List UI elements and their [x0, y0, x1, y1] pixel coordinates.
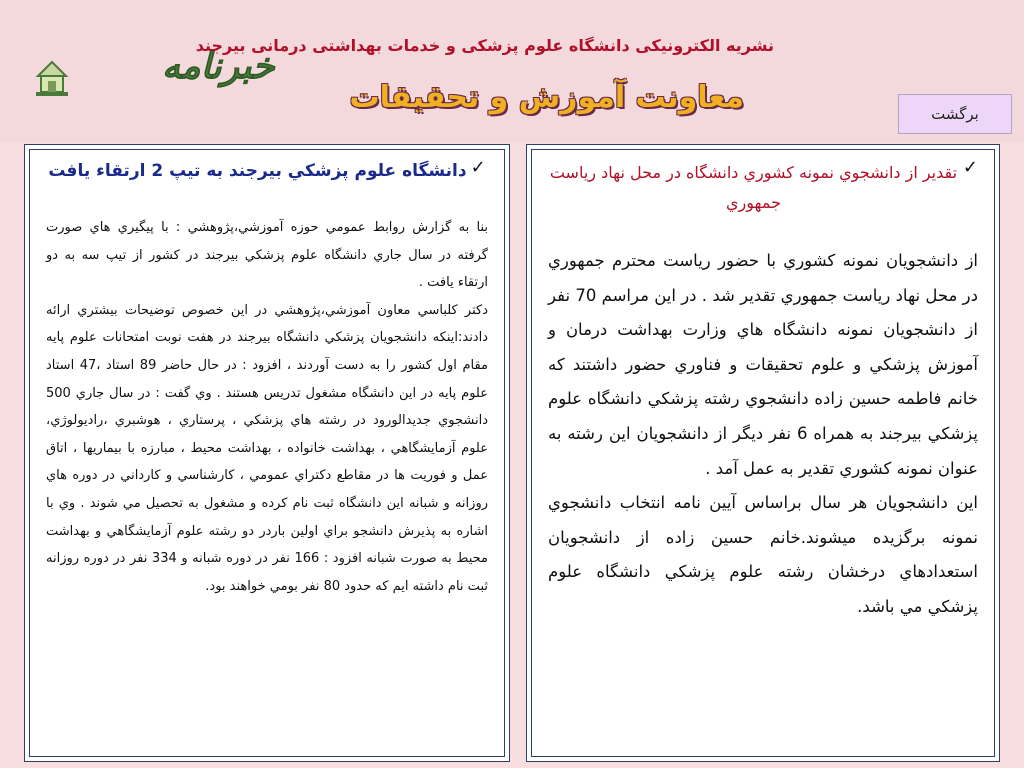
building-emblem-icon	[36, 62, 68, 96]
right-news-panel-frame	[531, 149, 995, 757]
department-title: معاونت آموزش و تحقیقات	[349, 80, 744, 115]
right-article-body	[548, 244, 978, 625]
left-article-title: دانشگاه علوم پزشكي بيرجند به تيپ 2 ارتقاء يافت	[48, 161, 467, 181]
logo	[30, 28, 275, 118]
check-icon: ✓	[470, 157, 486, 178]
check-icon: ✓	[962, 157, 978, 178]
left-article-paragraph: دكتر كلباسي معاون آموزشي،پژوهشي در اين خصوص توضيحات بيشتري ارائه دادند:اينكه دانشجويان پزشكي دانشگاه بيرجند در هفت نوبت امتحانات علوم پايه مقام اول كشور را به دست آوردند ، افزود : در حال حاضر 89 استاد ،47 استاد علوم پايه در اين دانشگاه مشغول تدريس هستند . وي گفت : در سال جاري 500 دانشجوي جديدالورود در رشته هاي پزشكي ، پرستاري ، هوشبري ،راديولوژي، علوم آزمايشگاهي ، بهداشت خانواده ، بهداشت محيط ، مبارزه با بيماريها ، اتاق عمل و فوريت ها در مقاطع دكتراي عمومي ، كارشناسي و كارداني در دوره هاي روزانه و شبانه اين دانشگاه ثبت نام كرده و مشغول به تحصيل مي شوند . وي با اشاره به پذيرش دانشجو براي اولين باردر دو رشته علوم آزمايشگاهي و بهداشت محيط به صورت شبانه افزود : 166 نفر در دوره شبانه و 334 نفر در دوره روزانه ثبت نام داشته ايم كه حدود 80 نفر بومي خواهند بود.	[46, 302, 488, 594]
left-news-panel	[24, 144, 510, 762]
left-news-panel-frame	[29, 149, 505, 757]
right-article-paragraph: از دانشجويان نمونه كشوري با حضور رياست محترم جمهوري در محل نهاد رياست جمهوري تقدير شد . در اين مراسم 70 نفر از دانشجويان نمونه دانشگاه هاي وزارت بهداشت درمان و آموزش پزشكي و علوم تحقيقات و فناوري حضور داشتند كه خانم فاطمه حسين زاده دانشجوي رشته پزشكي دانشگاه علوم پزشكي بيرجند به همراه 6 نفر ديگر از دانشجويان اين رشته به عنوان نمونه كشوري تقدير به عمل آمد .	[548, 251, 978, 478]
left-article-body	[46, 214, 488, 600]
right-article-heading	[548, 158, 978, 218]
back-button[interactable]: برگشت	[898, 94, 1012, 134]
logo-text: خبرنامه	[162, 45, 275, 87]
right-article-paragraph: اين دانشجويان هر سال براساس آيين نامه انتخاب دانشجوي نمونه برگزيده ميشوند.خانم حسين زاده از دانشجويان استعدادهاي درخشان رشته علوم پزشكي دانشگاه علوم پزشكي مي باشد.	[548, 493, 978, 616]
bulletin-title: نشریه الکترونیکی دانشگاه علوم پزشکی و خدمات بهداشتی درمانی بیرجند	[195, 36, 774, 55]
right-news-panel	[526, 144, 1000, 762]
left-article-heading	[46, 158, 488, 184]
right-article	[532, 150, 994, 631]
newsletter-logo-icon	[30, 28, 275, 118]
left-article	[30, 150, 504, 606]
right-article-title: تقدير از دانشجوي نمونه كشوري دانشگاه در محل نهاد رياست جمهوري	[549, 163, 958, 212]
header	[0, 0, 1024, 142]
left-article-paragraph: بنا به گزارش روابط عمومي حوزه آموزشي،پژوهشي : با پيگيري هاي صورت گرفته در سال جاري دانشگاه علوم پزشكي بيرجند در كشور از تيپ سه به دو ارتقاء يافت .	[46, 220, 488, 291]
